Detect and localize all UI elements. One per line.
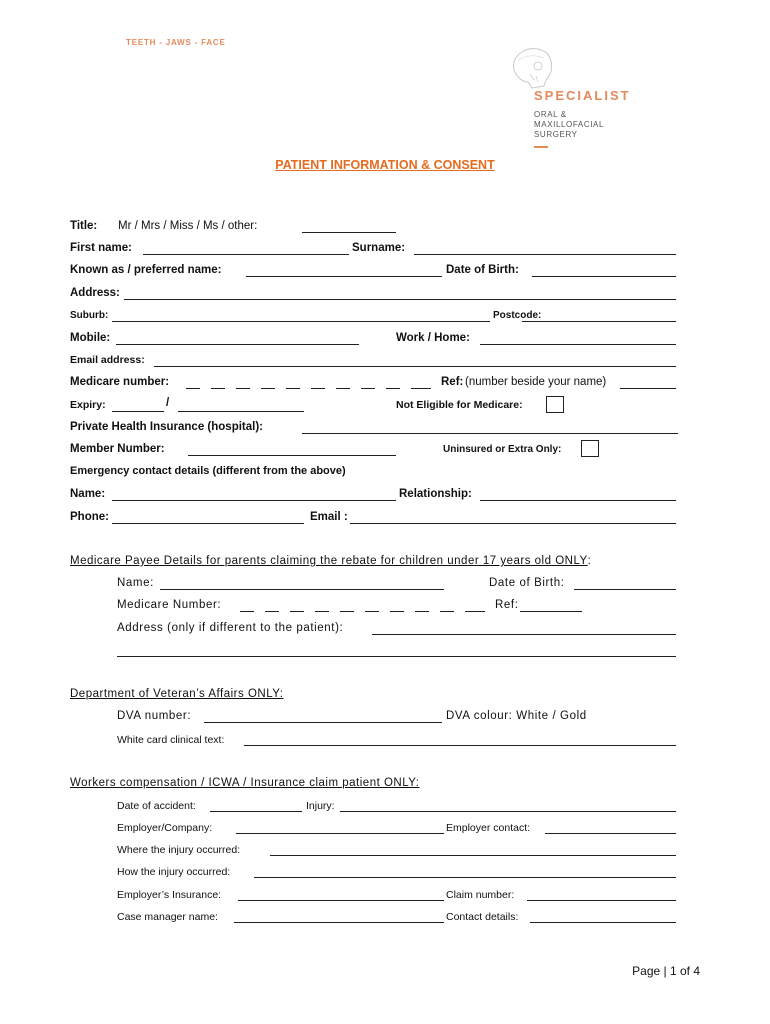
employer-contact-field[interactable] <box>545 833 676 834</box>
where-injury-field[interactable] <box>270 855 676 856</box>
employers-insurance-label: Employer’s Insurance: <box>117 889 222 901</box>
logo-divider <box>534 146 548 148</box>
claim-number-label: Claim number: <box>446 889 515 901</box>
emergency-email-field[interactable] <box>350 523 676 524</box>
case-manager-label: Case manager name: <box>117 911 218 923</box>
not-eligible-label: Not Eligible for Medicare: <box>396 399 523 411</box>
relationship-label: Relationship: <box>399 488 472 500</box>
email-field[interactable] <box>154 366 676 367</box>
claim-number-field[interactable] <box>527 900 676 901</box>
ref-field[interactable] <box>620 388 676 389</box>
page-title-text: PATIENT INFORMATION & CONSENT <box>275 158 495 172</box>
dob-label: Date of Birth: <box>446 264 519 276</box>
expiry-year-field[interactable] <box>178 411 304 412</box>
surname-field[interactable] <box>414 254 676 255</box>
member-number-label: Member Number: <box>70 443 165 455</box>
mobile-label: Mobile: <box>70 332 111 344</box>
known-as-field[interactable] <box>246 276 442 277</box>
logo-line-2: MAXILLOFACIAL <box>534 120 605 129</box>
payee-medicare-label: Medicare Number: <box>117 599 222 611</box>
medicare-number-label: Medicare number: <box>70 376 170 388</box>
private-health-label: Private Health Insurance (hospital): <box>70 421 263 433</box>
known-as-label: Known as / preferred name: <box>70 264 222 276</box>
first-name-field[interactable] <box>143 254 349 255</box>
address-field[interactable] <box>124 299 676 300</box>
dva-heading-text: Department of Veteran’s Affairs ONLY: <box>70 688 284 700</box>
suburb-field[interactable] <box>112 321 490 322</box>
payee-medicare-digit[interactable] <box>440 611 454 612</box>
dva-number-label: DVA number: <box>117 710 192 722</box>
medicare-digit[interactable] <box>361 388 375 389</box>
title-options: Mr / Mrs / Miss / Ms / other: <box>118 220 258 232</box>
dva-colour-label: DVA colour: White / Gold <box>446 710 587 722</box>
postcode-field[interactable] <box>522 321 676 322</box>
expiry-month-field[interactable] <box>112 411 164 412</box>
emergency-heading: Emergency contact details (different from the above) <box>70 465 346 477</box>
employers-insurance-field[interactable] <box>238 900 444 901</box>
date-of-accident-label: Date of accident: <box>117 800 196 812</box>
dva-number-field[interactable] <box>204 722 442 723</box>
payee-heading-text: Medicare Payee Details for parents claiming the rebate for children under 17 years old ONLY <box>70 555 588 567</box>
emergency-phone-field[interactable] <box>112 523 304 524</box>
payee-medicare-digit[interactable] <box>315 611 329 612</box>
employer-field[interactable] <box>236 833 444 834</box>
email-label: Email address: <box>70 354 145 366</box>
medicare-digit[interactable] <box>336 388 350 389</box>
emergency-phone-label: Phone: <box>70 511 109 523</box>
postcode-label: Postcode: <box>493 310 542 321</box>
date-of-accident-field[interactable] <box>210 811 302 812</box>
title-other-field[interactable] <box>302 232 396 233</box>
mobile-field[interactable] <box>116 344 359 345</box>
logo-line-1: ORAL & <box>534 110 567 119</box>
ref-label: Ref: <box>441 376 464 388</box>
payee-medicare-digit[interactable] <box>240 611 254 612</box>
payee-dob-field[interactable] <box>574 589 676 590</box>
not-eligible-checkbox[interactable] <box>546 396 564 413</box>
contact-details-label: Contact details: <box>446 911 519 923</box>
case-manager-field[interactable] <box>234 922 444 923</box>
work-home-label: Work / Home: <box>396 332 470 344</box>
payee-medicare-digit[interactable] <box>340 611 354 612</box>
payee-name-label: Name: <box>117 577 154 589</box>
logo-name: SPECIALIST <box>534 88 631 103</box>
dva-heading <box>70 688 283 700</box>
medicare-digit[interactable] <box>286 388 300 389</box>
payee-address-label: Address (only if different to the patient): <box>117 622 344 634</box>
page-number: Page | 1 of 4 <box>632 964 700 978</box>
employer-label: Employer/Company: <box>117 822 213 834</box>
medicare-digit[interactable] <box>186 388 200 389</box>
medicare-digit[interactable] <box>236 388 250 389</box>
ref-note: (number beside your name) <box>465 376 607 388</box>
injury-field[interactable] <box>340 811 676 812</box>
relationship-field[interactable] <box>480 500 676 501</box>
where-injury-label: Where the injury occurred: <box>117 844 241 856</box>
logo-line-3: SURGERY <box>534 130 578 139</box>
address-label: Address: <box>70 287 120 299</box>
employer-contact-label: Employer contact: <box>446 822 531 834</box>
expiry-separator: / <box>166 397 170 409</box>
uninsured-label: Uninsured or Extra Only: <box>443 444 562 455</box>
skull-logo-icon <box>508 46 554 90</box>
injury-label: Injury: <box>306 800 335 812</box>
tagline: TEETH - JAWS - FACE <box>126 38 226 47</box>
workers-heading-text: Workers compensation / ICWA / Insurance claim patient ONLY: <box>70 777 420 789</box>
payee-medicare-digit[interactable] <box>290 611 304 612</box>
medicare-digit[interactable] <box>311 388 325 389</box>
private-health-field[interactable] <box>302 433 678 434</box>
payee-address-field[interactable] <box>372 634 676 635</box>
workers-heading <box>70 777 420 789</box>
payee-dob-label: Date of Birth: <box>489 577 565 589</box>
payee-heading <box>70 555 591 567</box>
page-title <box>0 158 770 172</box>
payee-name-field[interactable] <box>160 589 444 590</box>
surname-label: Surname: <box>352 242 406 254</box>
medicare-digit[interactable] <box>261 388 275 389</box>
payee-medicare-digit[interactable] <box>365 611 379 612</box>
member-number-field[interactable] <box>188 455 396 456</box>
payee-ref-label: Ref: <box>495 599 519 611</box>
work-home-field[interactable] <box>480 344 676 345</box>
contact-details-field[interactable] <box>530 922 676 923</box>
dob-field[interactable] <box>532 276 676 277</box>
payee-medicare-digit[interactable] <box>415 611 429 612</box>
emergency-name-field[interactable] <box>112 500 396 501</box>
expiry-label: Expiry: <box>70 399 106 411</box>
medicare-digit[interactable] <box>211 388 225 389</box>
first-name-label: First name: <box>70 242 132 254</box>
payee-ref-field[interactable] <box>520 611 582 612</box>
emergency-email-label: Email : <box>310 511 348 523</box>
how-injury-label: How the injury occurred: <box>117 866 231 878</box>
payee-address-field-2[interactable] <box>117 656 676 657</box>
payee-heading-colon: : <box>587 555 591 567</box>
payee-medicare-digit[interactable] <box>390 611 404 612</box>
medicare-digit[interactable] <box>386 388 400 389</box>
payee-medicare-digit[interactable] <box>465 611 485 612</box>
title-label: Title: <box>70 220 98 232</box>
uninsured-checkbox[interactable] <box>581 440 599 457</box>
medicare-digit[interactable] <box>411 388 431 389</box>
white-card-field[interactable] <box>244 745 676 746</box>
emergency-name-label: Name: <box>70 488 106 500</box>
payee-medicare-digit[interactable] <box>265 611 279 612</box>
suburb-label: Suburb: <box>70 310 109 321</box>
how-injury-field[interactable] <box>254 877 676 878</box>
white-card-label: White card clinical text: <box>117 734 225 746</box>
